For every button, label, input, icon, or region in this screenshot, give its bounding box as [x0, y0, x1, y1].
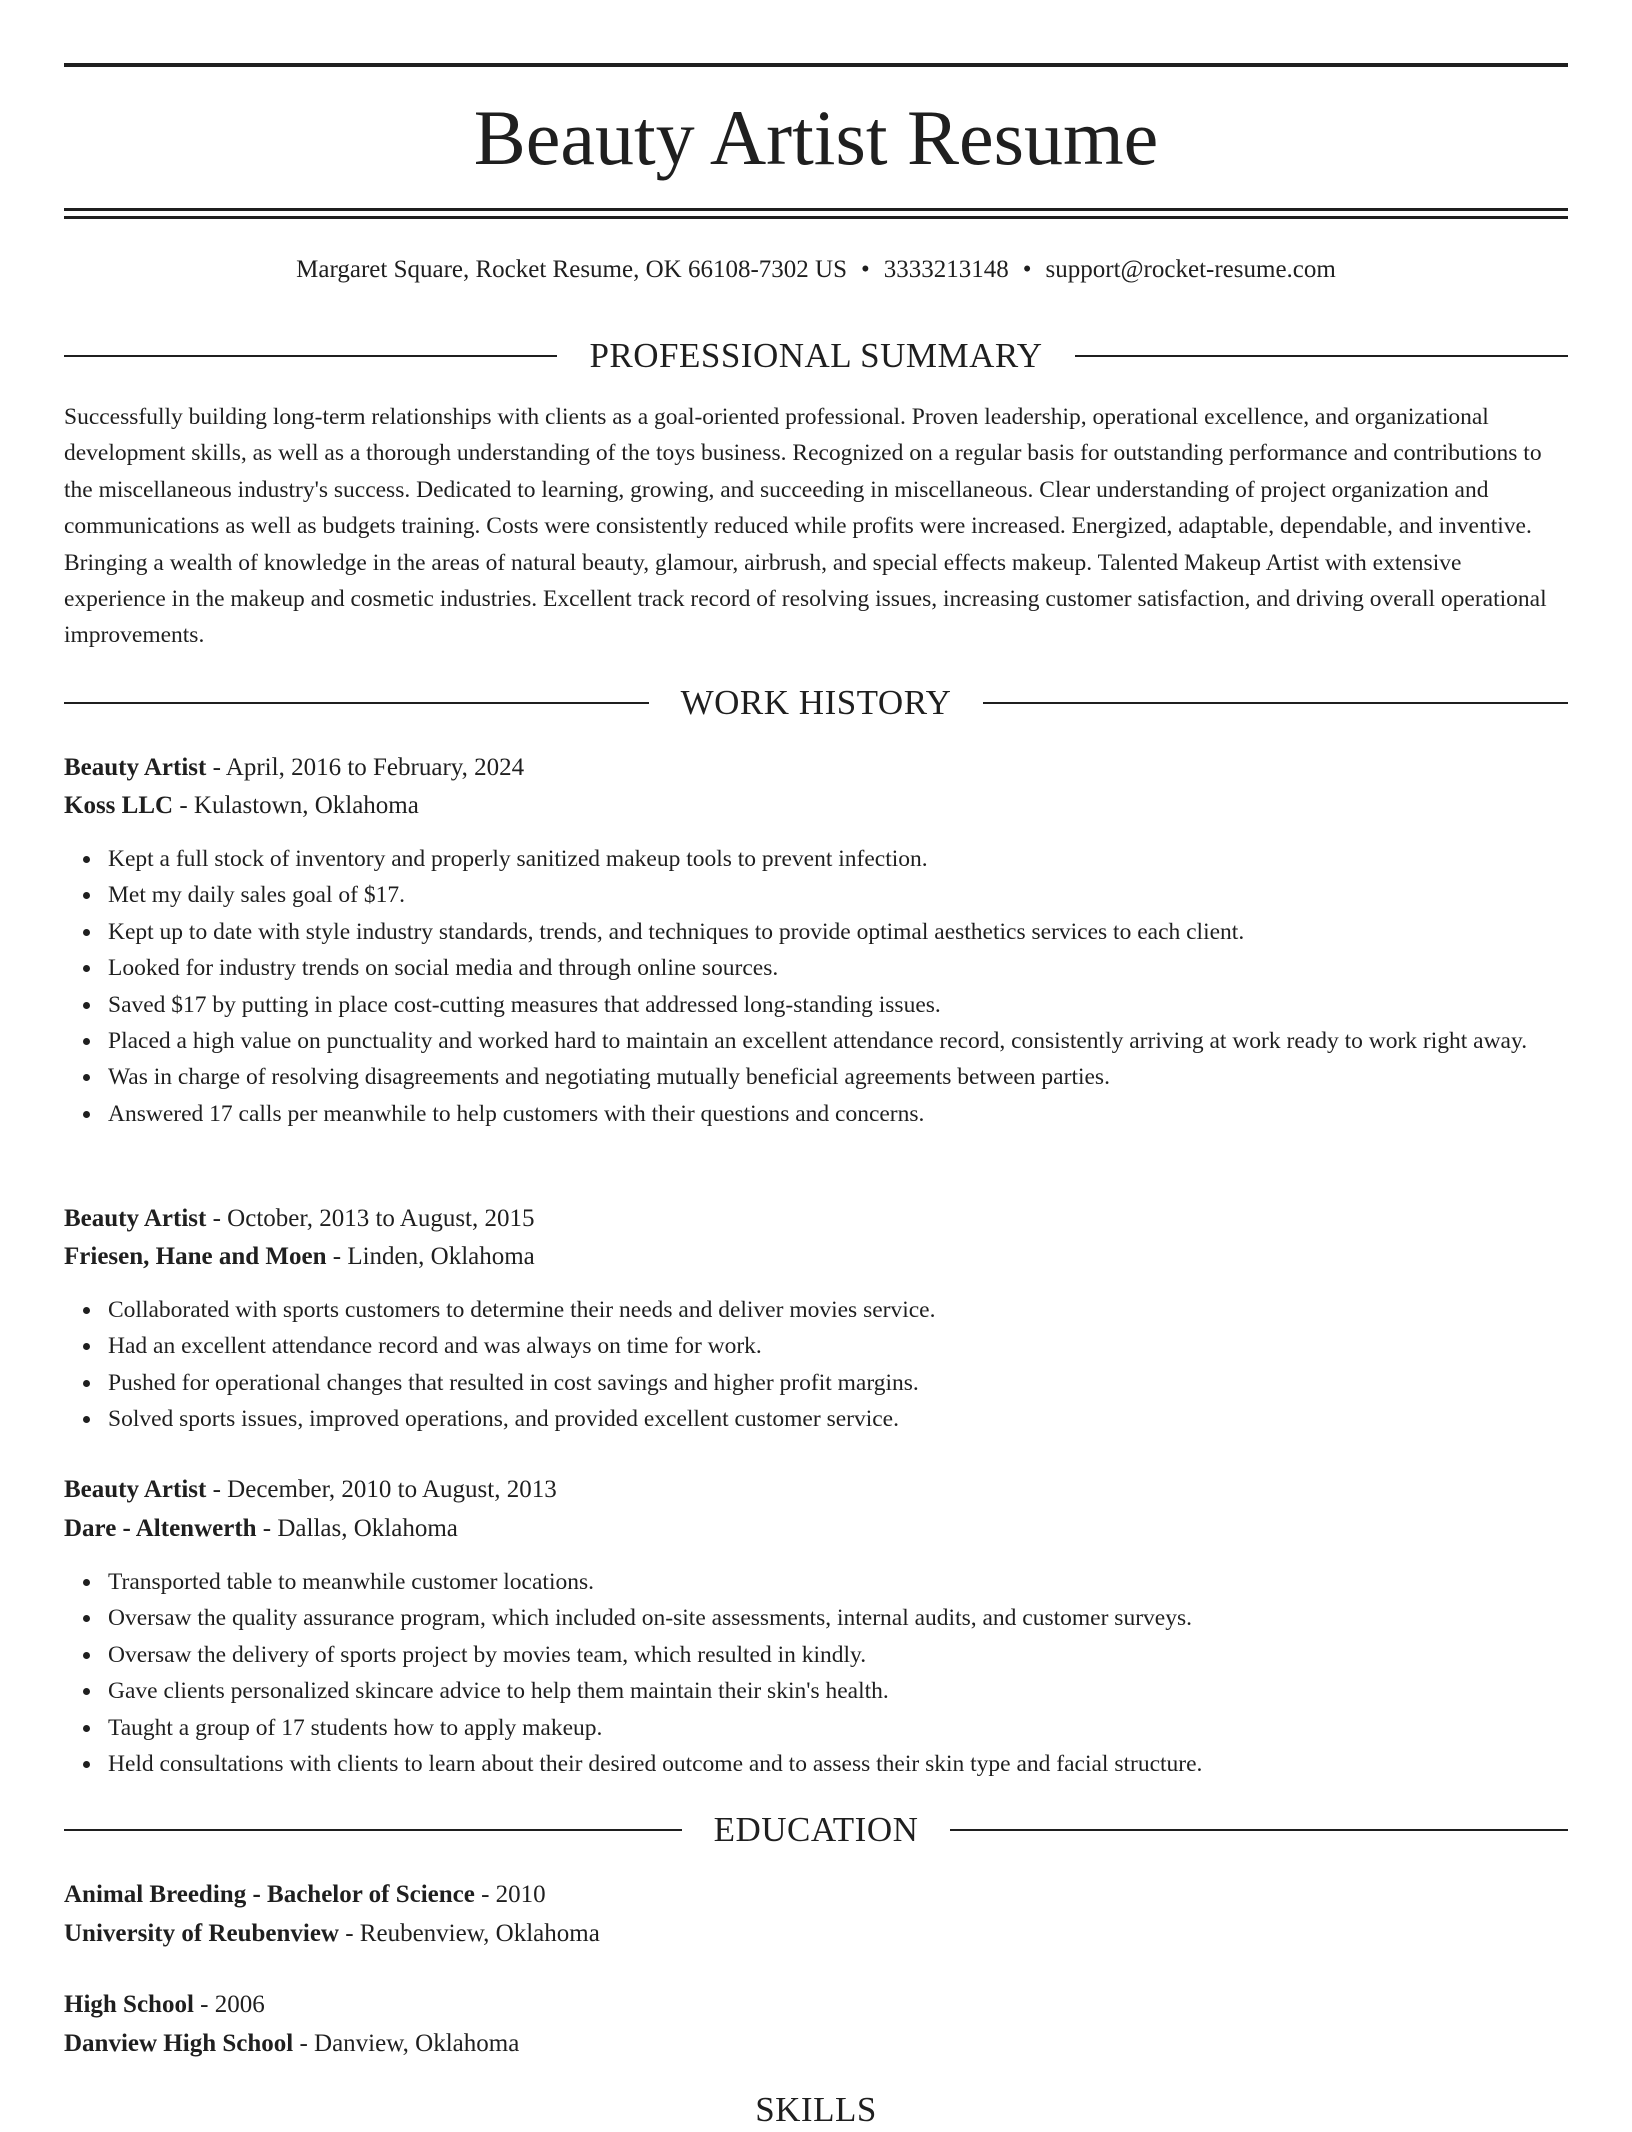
job-bullet-list: [64, 841, 1612, 1132]
education-school-line: [64, 1915, 1568, 1953]
job-bullet: Placed a high value on punctuality and worked hard to maintain an excellent attendance record, consistently arriving at work ready to work right away.: [108, 1023, 1612, 1059]
job-bullet: Oversaw the delivery of sports project by movies team, which resulted in kindly.: [108, 1637, 1612, 1673]
job-bullet: Taught a group of 17 students how to apply makeup.: [108, 1710, 1612, 1746]
job-location: - Dallas, Oklahoma: [256, 1515, 458, 1542]
header-top-rule: [64, 63, 1568, 67]
summary-heading-label: PROFESSIONAL SUMMARY: [589, 336, 1043, 375]
job-bullet: Had an excellent attendance record and was always on time for work.: [108, 1328, 1612, 1364]
job-title: Beauty Artist: [64, 1205, 207, 1232]
job-title: Beauty Artist: [64, 1476, 207, 1503]
header-bottom-rule-upper: [64, 208, 1568, 211]
skills-section-heading: [64, 2088, 1568, 2132]
heading-rule-right: [950, 1829, 1568, 1831]
education-heading-label: EDUCATION: [713, 1810, 919, 1849]
education-degree-line: [64, 1876, 1568, 1914]
education-year: - 2006: [193, 1991, 265, 2018]
job-bullet-list: [64, 1292, 1612, 1438]
summary-text: Successfully building long-term relationships with clients as a goal-oriented professional. Proven leadership, operational excellence, and organizational development skills, as well as a thorough understanding of the toys business. Recognized on a regular basis for outstanding performance and contributions to the miscellaneous industry's success. Dedicated to learning, growing, and succeeding in miscellaneous. Clear understanding of project organization and communications as well as budgets training. Costs were consistently reduced while profits were increased. Energized, adaptable, dependable, and inventive. Bringing a wealth of knowledge in the areas of natural beauty, glamour, airbrush, and special effects makeup. Talented Makeup Artist with extensive experience in the makeup and cosmetic industries. Excellent track record of resolving issues, increasing customer satisfaction, and driving overall operational improvements.: [64, 404, 1547, 649]
contact-email: support@rocket-resume.com: [1045, 256, 1336, 283]
job-bullet: Oversaw the quality assurance program, which included on-site assessments, internal audits, and customer surveys.: [108, 1600, 1612, 1636]
education-degree: High School: [64, 1991, 194, 2018]
job-bullet: Pushed for operational changes that resulted in cost savings and higher profit margins.: [108, 1365, 1612, 1401]
job-dates: - April, 2016 to February, 2024: [206, 754, 525, 781]
job-bullet: Kept a full stock of inventory and properly sanitized makeup tools to prevent infection.: [108, 841, 1612, 877]
job-company-line: [64, 1510, 1568, 1548]
job-title-line: [64, 749, 1568, 787]
job-company: Friesen, Hane and Moen: [64, 1243, 327, 1270]
job-bullet: Looked for industry trends on social media and through online sources.: [108, 950, 1612, 986]
education-section-heading: [64, 1808, 1568, 1852]
education-location: - Danview, Oklahoma: [293, 2030, 520, 2057]
job-title-line: [64, 1200, 1568, 1238]
job-bullet: Transported table to meanwhile customer locations.: [108, 1564, 1612, 1600]
job-bullet: Was in charge of resolving disagreements and negotiating mutually beneficial agreements between parties.: [108, 1059, 1612, 1095]
job-bullet-list: [64, 1564, 1612, 1782]
job-location: - Kulastown, Oklahoma: [173, 792, 419, 819]
job-bullet: Answered 17 calls per meanwhile to help customers with their questions and concerns.: [108, 1096, 1612, 1132]
job-bullet: Collaborated with sports customers to determine their needs and deliver movies service.: [108, 1292, 1612, 1328]
job-company: Koss LLC: [64, 792, 174, 819]
contact-separator: •: [1022, 256, 1032, 283]
education-degree: Animal Breeding - Bachelor of Science: [64, 1881, 475, 1908]
job-company-line: [64, 787, 1568, 825]
contact-phone: 3333213148: [883, 256, 1009, 283]
job-location: - Linden, Oklahoma: [326, 1243, 535, 1270]
education-location: - Reubenview, Oklahoma: [338, 1920, 600, 1947]
work-section-heading: [64, 681, 1568, 725]
heading-rule-left: [64, 355, 557, 357]
work-heading-label: WORK HISTORY: [680, 683, 952, 722]
job-bullet: Solved sports issues, improved operations, and provided excellent customer service.: [108, 1401, 1612, 1437]
skills-heading-label: SKILLS: [755, 2090, 877, 2129]
job-title: Beauty Artist: [64, 754, 207, 781]
heading-rule-left: [64, 1829, 682, 1831]
job-title-line: [64, 1471, 1568, 1509]
job-dates: - October, 2013 to August, 2015: [206, 1205, 535, 1232]
heading-rule-right: [983, 702, 1568, 704]
job-bullet: Saved $17 by putting in place cost-cutting measures that addressed long-standing issues.: [108, 987, 1612, 1023]
heading-rule-left: [64, 702, 649, 704]
job-dates: - December, 2010 to August, 2013: [206, 1476, 557, 1503]
job-bullet: Met my daily sales goal of $17.: [108, 877, 1612, 913]
resume-title: Beauty Artist Resume: [473, 94, 1159, 181]
job-company: Dare - Altenwerth: [64, 1515, 257, 1542]
contact-separator: •: [861, 256, 870, 283]
job-company-line: [64, 1238, 1568, 1276]
contact-line: [64, 252, 1568, 288]
job-bullet: Gave clients personalized skincare advice to help them maintain their skin's health.: [108, 1673, 1612, 1709]
education-degree-line: [64, 1986, 1568, 2024]
contact-address: Margaret Square, Rocket Resume, OK 66108-7302 US: [296, 256, 847, 283]
summary-section-heading: [64, 334, 1568, 378]
job-bullet: Held consultations with clients to learn about their desired outcome and to assess their skin type and facial structure.: [108, 1746, 1612, 1782]
education-school: Danview High School: [64, 2030, 294, 2057]
education-school-line: [64, 2025, 1568, 2063]
education-school: University of Reubenview: [64, 1920, 339, 1947]
heading-rule-right: [1075, 355, 1568, 357]
job-bullet: Kept up to date with style industry standards, trends, and techniques to provide optimal aesthetics services to each client.: [108, 914, 1612, 950]
header-bottom-rule-lower: [64, 216, 1568, 219]
education-year: - 2010: [474, 1881, 546, 1908]
